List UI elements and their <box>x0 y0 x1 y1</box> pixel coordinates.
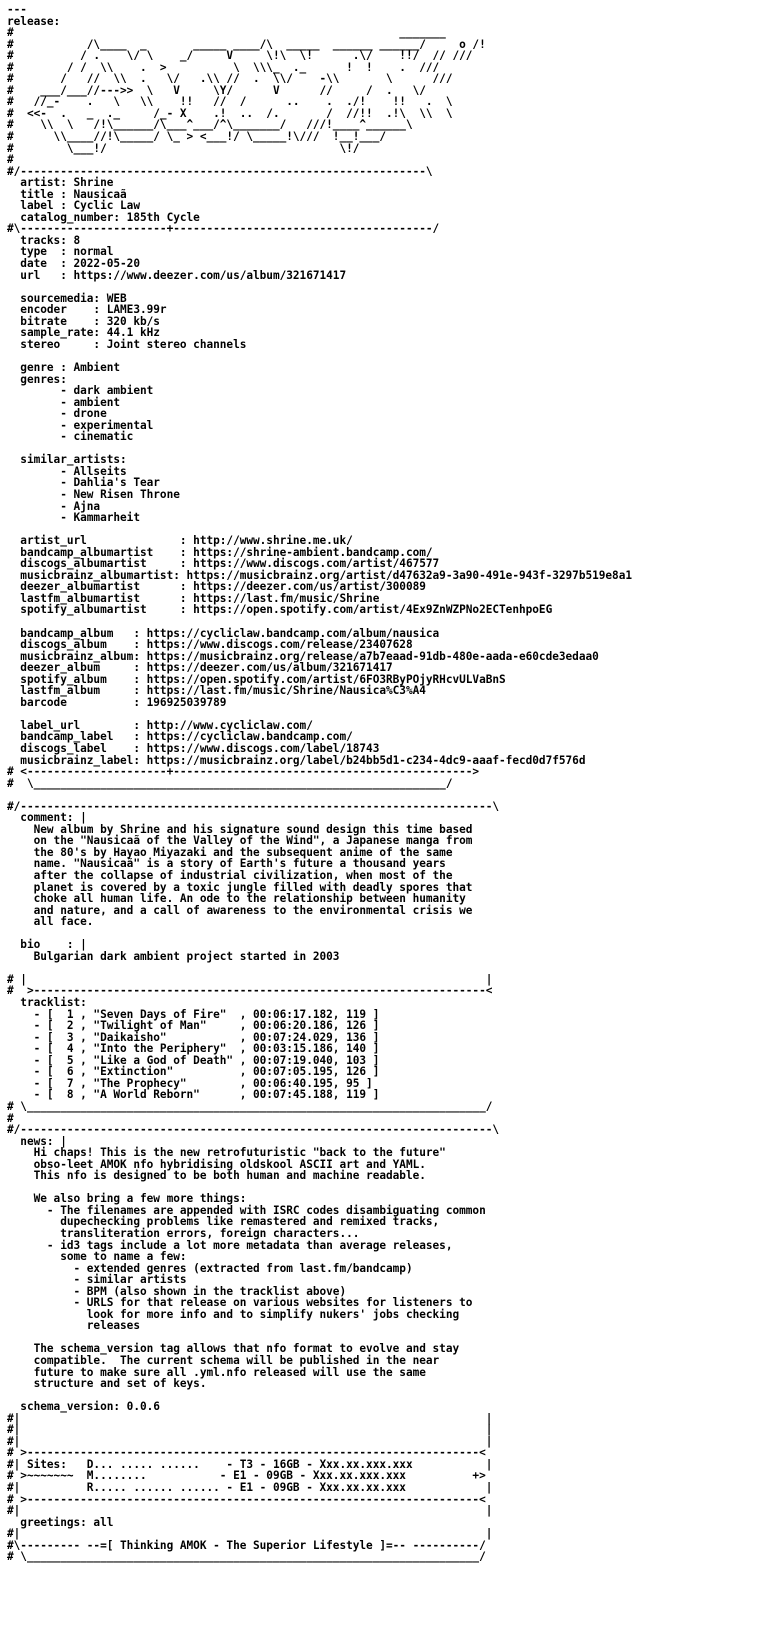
nfo-line: - Dahlia's Tear <box>7 476 160 490</box>
nfo-line: title : Nausicaã <box>7 187 127 201</box>
nfo-line: lastfm_album : https://last.fm/music/Shrine/Nausica%C3%A4 <box>7 684 426 698</box>
nfo-line: - Allseits <box>7 464 127 478</box>
nfo-line: compatible. The current schema will be published in the near <box>7 1353 440 1367</box>
nfo-line: - [ 4 , "Into the Periphery" , 00:03:15.186, 140 ] <box>7 1042 380 1056</box>
nfo-line: schema_version: 0.0.6 <box>7 1400 160 1414</box>
nfo-line: all face. <box>7 915 94 929</box>
nfo-line: genre : Ambient <box>7 360 121 374</box>
nfo-line: # | | <box>7 972 493 986</box>
nfo-line: - Kammarheit <box>7 511 140 525</box>
nfo-line: transliteration errors, foreign characters... <box>7 1226 360 1240</box>
nfo-line: sourcemedia: WEB <box>7 291 127 305</box>
nfo-line: bandcamp_label : https://cycliclaw.bandcamp.com/ <box>7 730 353 744</box>
nfo-line: - similar artists <box>7 1273 187 1287</box>
nfo-line: releases <box>7 1319 140 1333</box>
nfo-line: obso-leet AMOK nfo hybridising oldskool ASCII art and YAML. <box>7 1157 426 1171</box>
nfo-line: on the "Nausicaã of the Valley of the Wind", a Japanese manga from <box>7 834 473 848</box>
nfo-line: catalog_number: 185th Cycle <box>7 210 200 224</box>
nfo-line: bandcamp_albumartist : https://shrine-ambient.bandcamp.com/ <box>7 545 433 559</box>
nfo-line: bandcamp_album : https://cycliclaw.bandcamp.com/album/nausica <box>7 626 440 640</box>
nfo-line: # >~~~~~~~ M........ - E1 - 09GB - Xxx.xx.xxx.xxx +> <box>7 1469 486 1483</box>
nfo-line: Hi chaps! This is the new retrofuturistic "back to the future" <box>7 1146 446 1160</box>
nfo-line: encoder : LAME3.99r <box>7 303 167 317</box>
nfo-line: - [ 6 , "Extinction" , 00:07:05.195, 126 ] <box>7 1065 380 1079</box>
nfo-line: tracklist: <box>7 996 87 1010</box>
nfo-line: bitrate : 320 kb/s <box>7 314 160 328</box>
nfo-line: - BPM (also shown in the tracklist above) <box>7 1284 347 1298</box>
nfo-line <box>7 789 768 801</box>
nfo-line: future to make sure all .yml.nfo released will use the same <box>7 1365 426 1379</box>
nfo-line: This nfo is designed to be both human and machine readable. <box>7 1169 426 1183</box>
nfo-line: # <---------------------+---------------------------------------------> <box>7 765 480 779</box>
nfo-line: - [ 1 , "Seven Days of Fire" , 00:06:17.182, 119 ] <box>7 1007 380 1021</box>
nfo-line: # / // \\ . \/ .\\ // . \\/ -\\ \ /// <box>7 72 453 86</box>
nfo-line: - experimental <box>7 418 154 432</box>
nfo-line: - Ajna <box>7 499 101 513</box>
nfo-line: # >--------------------------------------------------------------------< <box>7 984 493 998</box>
nfo-line: - [ 8 , "A World Reborn" , 00:07:45.188, 119 ] <box>7 1088 380 1102</box>
nfo-line: - [ 2 , "Twilight of Man" , 00:06:20.186, 126 ] <box>7 1019 380 1033</box>
nfo-line: choke all human life. An ode to the relationship between humanity <box>7 892 466 906</box>
nfo-line <box>7 350 768 362</box>
nfo-line: similar_artists: <box>7 453 127 467</box>
nfo-line: --- <box>7 3 27 16</box>
nfo-line: # \\____//!\_____/ \_ > <___!/ \_____!\/// !__!___/ <box>7 130 386 144</box>
nfo-line: bio : | <box>7 938 87 952</box>
nfo-line: tracks: 8 <box>7 233 81 247</box>
nfo-line: - [ 7 , "The Prophecy" , 00:06:40.195, 95 ] <box>7 1076 373 1090</box>
nfo-line: #/-------------------------------------------------------------\ <box>7 164 433 178</box>
nfo-line: # ___/___//--->> \ V \Y/ V // / . \/ <box>7 83 426 97</box>
nfo-line: # <box>7 153 14 167</box>
nfo-line: lastfm_albumartist : https://last.fm/music/Shrine <box>7 591 380 605</box>
nfo-line: discogs_albumartist : https://www.discogs.com/artist/467577 <box>7 557 440 571</box>
nfo-line: structure and set of keys. <box>7 1377 207 1391</box>
nfo-line: #/-----------------------------------------------------------------------\ <box>7 799 500 813</box>
nfo-line: #| Sites: D... ..... ...... - T3 - 16GB - Xxx.xx.xxx.xxx | <box>7 1457 493 1471</box>
nfo-line: Bulgarian dark ambient project started in 2003 <box>7 949 340 963</box>
nfo-line: # >--------------------------------------------------------------------< <box>7 1492 486 1506</box>
nfo-line: # <box>7 1111 14 1125</box>
nfo-line: #\----------------------+---------------------------------------/ <box>7 222 440 236</box>
nfo-line: artist_url : http://www.shrine.me.uk/ <box>7 534 353 548</box>
nfo-line: # \_____________________________________________________________________/ <box>7 1099 493 1113</box>
nfo-line: artist: Shrine <box>7 176 114 190</box>
nfo-line: # >--------------------------------------------------------------------< <box>7 1446 486 1460</box>
nfo-line: # \\ \ /!\______/\___^___/^\_______/ ///!____^______\ <box>7 118 413 132</box>
nfo-line: #| R..... ...... ...... - E1 - 09GB - Xxx.xx.xx.xxx | <box>7 1481 493 1494</box>
nfo-line: planet is covered by a toxic jungle filled with deadly spores that <box>7 880 473 894</box>
nfo-line: # _______ <box>7 26 446 40</box>
nfo-line: look for more info and to simplify nukers' jobs checking <box>7 1307 460 1321</box>
nfo-line: and nature, and a call of awareness to the environmental crisis we <box>7 903 473 917</box>
nfo-line: dupechecking problems like remastered and remixed tracks, <box>7 1215 440 1229</box>
nfo-line: news: | <box>7 1134 67 1148</box>
nfo-line: comment: | <box>7 811 87 825</box>
nfo-line: - [ 5 , "Like a God of Death" , 00:07:19.040, 103 ] <box>7 1053 380 1067</box>
nfo-line: musicbrainz_album: https://musicbrainz.org/release/a7b7eaad-91db-480e-aada-e60cde3edaa0 <box>7 649 599 663</box>
nfo-line: # \______________________________________________________________/ <box>7 776 453 790</box>
nfo-line: deezer_albumartist : https://deezer.com/us/artist/300089 <box>7 580 426 594</box>
nfo-line: #\--------- --=[ Thinking AMOK - The Superior Lifestyle ]=-- ----------/ <box>7 1538 486 1552</box>
nfo-line: url : https://www.deezer.com/us/album/321671417 <box>7 268 347 282</box>
nfo-line: genres: <box>7 372 67 386</box>
nfo-line: - New Risen Throne <box>7 487 180 501</box>
nfo-line: # <<- . _ ._ /_- X .! .. /. / //!! .!\ \\ \ <box>7 106 453 120</box>
nfo-line: - [ 3 , "Daikaisho" , 00:07:24.029, 136 ] <box>7 1030 380 1044</box>
nfo-line: release: <box>7 14 61 28</box>
nfo-line: - id3 tags include a lot more metadata than average releases, <box>7 1238 453 1252</box>
nfo-line: - The filenames are appended with ISRC codes disambiguating common <box>7 1203 486 1217</box>
nfo-line: the 80's by Hayao Miyazaki and the subsequent anime of the same <box>7 845 453 859</box>
nfo-line: spotify_album : https://open.spotify.com/artist/6FO3RByPOjyRHcvULVaBnS <box>7 672 506 686</box>
nfo-line: # / . \/ \ _/ V \!\ \! .\/ !!/ // /// <box>7 49 473 63</box>
nfo-line: deezer_album : https://deezer.com/us/album/321671417 <box>7 661 393 675</box>
nfo-line: after the collapse of industrial civilization, when most of the <box>7 869 453 883</box>
nfo-line: # //_- . \ \\ !! // / .. . ./! !! . \ <box>7 95 453 109</box>
nfo-line: - URLS for that release on various websites for listeners to <box>7 1296 473 1310</box>
nfo-line: #| | <box>7 1527 493 1541</box>
nfo-line: # \____________________________________________________________________/ <box>7 1550 486 1564</box>
nfo-line: New album by Shrine and his signature sound design this time based <box>7 822 473 836</box>
nfo-line: #/-----------------------------------------------------------------------\ <box>7 1123 500 1137</box>
nfo-line: musicbrainz_label: https://musicbrainz.org/label/b24bb5d1-c234-4dc9-aaaf-fecd0d7f576d <box>7 753 586 767</box>
nfo-line: sample_rate: 44.1 kHz <box>7 326 160 340</box>
nfo-line: # \___!/ \!/ <box>7 141 360 155</box>
nfo-line: - cinematic <box>7 430 134 444</box>
nfo-line: barcode : 196925039789 <box>7 695 227 709</box>
nfo-line: - extended genres (extracted from last.fm/bandcamp) <box>7 1261 413 1275</box>
nfo-line: # / / \\ . > \ \\\_ ._ ! ! . /// <box>7 60 440 74</box>
nfo-line: name. "Nausicaã" is a story of Earth's future a thousand years <box>7 857 446 871</box>
nfo-line: We also bring a few more things: <box>7 1192 247 1206</box>
nfo-line: discogs_album : https://www.discogs.com/release/23407628 <box>7 638 413 652</box>
nfo-line <box>7 616 768 628</box>
nfo-line: type : normal <box>7 245 114 259</box>
nfo-line: #| | <box>7 1504 493 1518</box>
nfo-line: musicbrainz_albumartist: https://musicbrainz.org/artist/d47632a9-3a90-491e-943f-3297b519e8a1 <box>7 568 633 582</box>
nfo-line: #| | <box>7 1423 493 1437</box>
nfo-line: #| | <box>7 1434 493 1448</box>
nfo-line: label_url : http://www.cycliclaw.com/ <box>7 718 313 732</box>
nfo-line: label : Cyclic Law <box>7 199 140 213</box>
nfo-line: stereo : Joint stereo channels <box>7 337 247 351</box>
nfo-line: greetings: all <box>7 1515 114 1529</box>
nfo-line: The schema_version tag allows that nfo format to evolve and stay <box>7 1342 460 1356</box>
nfo-line: - ambient <box>7 395 121 409</box>
nfo-line: date : 2022-05-20 <box>7 257 140 271</box>
nfo-line <box>7 928 768 940</box>
nfo-line: spotify_albumartist : https://open.spotify.com/artist/4Ex9ZnWZPNo2ECTenhpoEG <box>7 603 553 617</box>
nfo-line <box>7 281 768 293</box>
nfo-line: - drone <box>7 407 107 421</box>
nfo-line: #| | <box>7 1411 493 1425</box>
nfo-line: discogs_label : https://www.discogs.com/label/18743 <box>7 742 380 755</box>
nfo-line: some to name a few: <box>7 1250 187 1264</box>
nfo-line: # /\____ _ _____ ____/\ _____ ______ ______/ o /! <box>7 37 486 51</box>
nfo-line: - dark ambient <box>7 384 154 398</box>
